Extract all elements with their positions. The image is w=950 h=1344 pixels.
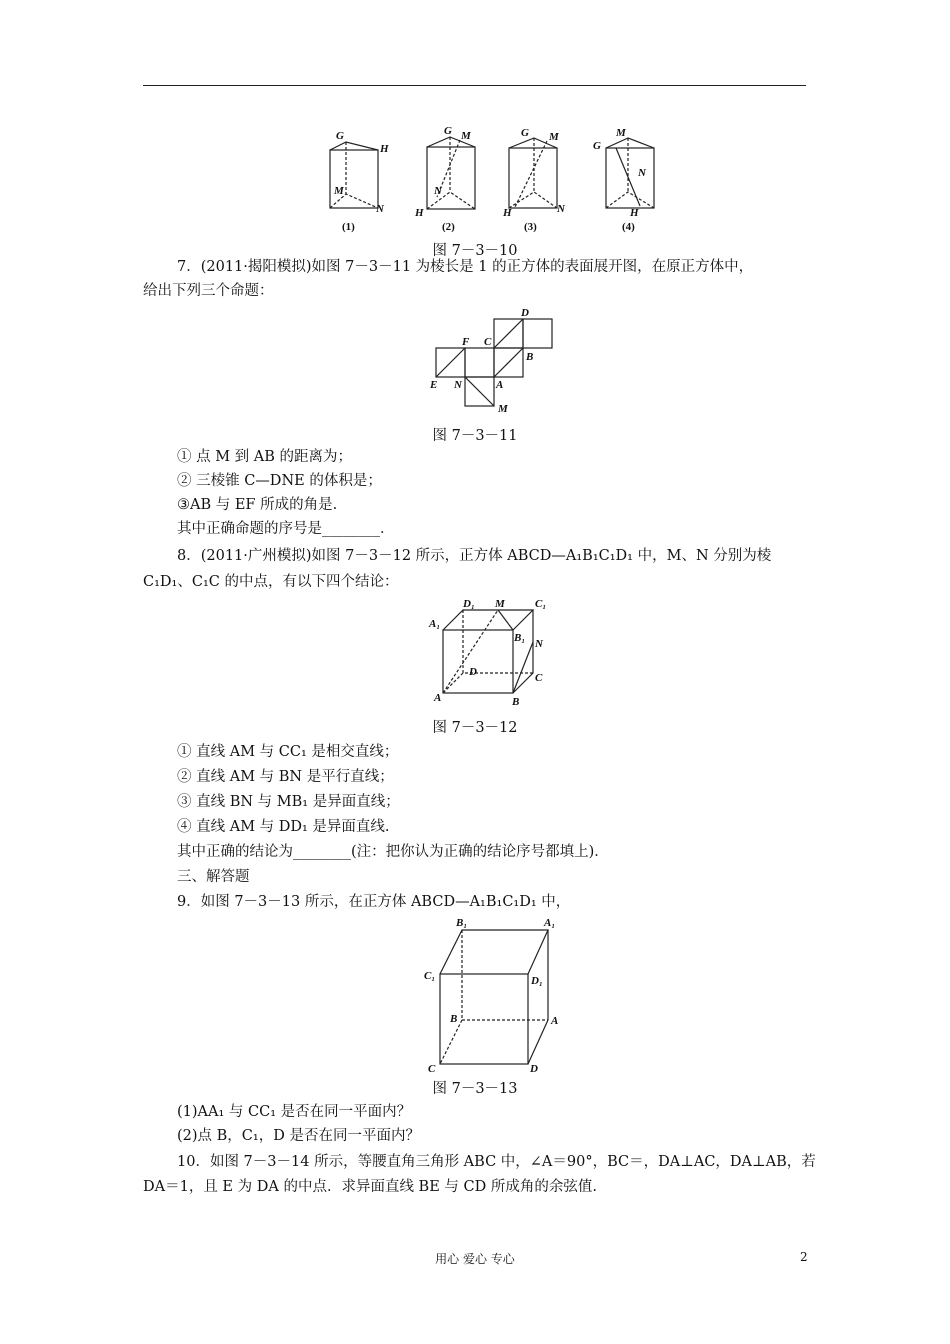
fig12-label: M [495, 598, 505, 610]
figure-caption: 图 7－3－13 [432, 1081, 518, 1097]
q10-line1: 10．如图 7－3－14 所示，等腰直角三角形 ABC 中，∠A＝90°，BC＝，DA⊥AC，DA⊥AB，若 [177, 1154, 816, 1170]
fig12-label: C [535, 672, 543, 684]
fig11-label: E [430, 379, 438, 391]
figure-7-3-12-diagram [425, 595, 555, 713]
q8-item2: ② 直线 AM 与 BN 是平行直线； [177, 769, 394, 785]
page-number: 2 [800, 1250, 808, 1264]
fig11-label: A [496, 379, 504, 391]
q10-line2: DA＝1，且 E 为 DA 的中点．求异面直线 BE 与 CD 所成角的余弦值. [143, 1179, 597, 1195]
section-heading: 三、解答题 [177, 869, 250, 885]
fig10-label: N [376, 203, 384, 215]
q7-item2: ② 三棱锥 C—DNE 的体积是； [177, 473, 382, 489]
q8-item1: ① 直线 AM 与 CC₁ 是相交直线； [177, 744, 399, 760]
figure-7-3-13-diagram [420, 914, 570, 1079]
fig13-label: A [551, 1015, 559, 1027]
q8-ask: 其中正确的结论为________(注：把你认为正确的结论序号都填上)． [177, 844, 609, 860]
q9-sub1: (1)AA₁ 与 CC₁ 是否在同一平面内？ [177, 1104, 412, 1120]
fig10-panel-number: (3) [524, 221, 537, 233]
fig11-label: D [521, 307, 529, 319]
fig10-label: H [380, 143, 389, 155]
header-rule [143, 85, 806, 86]
fig10-panel-number: (4) [622, 221, 635, 233]
page-footer: 用心 爱心 专心 [435, 1252, 515, 1266]
fig10-label: G [521, 127, 529, 139]
fig10-label: G [593, 140, 601, 152]
fig10-label: H [503, 207, 512, 219]
fig10-panel-number: (1) [342, 221, 355, 233]
fig10-label: G [336, 130, 344, 142]
fig13-label: D [530, 1063, 538, 1075]
fig11-label: F [462, 336, 470, 348]
fig12-label: D [469, 666, 477, 678]
q9-line1: 9．如图 7－3－13 所示，在正方体 ABCD—A₁B₁C₁D₁ 中， [177, 894, 571, 910]
figure-7-3-10 [320, 122, 670, 237]
fig10-label: H [415, 207, 424, 219]
fig13-label: D₁ [531, 975, 543, 987]
q7-item3: ③AB 与 EF 所成的角是. [177, 497, 338, 513]
fig13-label: B [450, 1013, 458, 1025]
q8-line1: 8．(2011·广州模拟)如图 7－3－12 所示，正方体 ABCD—A₁B₁C₁D₁ 中，M、N 分别为棱 [177, 548, 772, 564]
fig12-label: A [434, 692, 442, 704]
q8-line2: C₁D₁、C₁C 的中点，有以下四个结论： [143, 574, 399, 590]
figure-7-3-11-diagram [420, 302, 570, 422]
fig13-label: C₁ [424, 970, 436, 982]
fig10-label: M [549, 131, 559, 143]
fig10-label: N [434, 185, 442, 197]
q7-line1: 7．(2011·揭阳模拟)如图 7－3－11 为棱长是 1 的正方体的表面展开图，在原正方体中， [177, 259, 754, 275]
q7-item1: ① 点 M 到 AB 的距离为； [177, 449, 353, 465]
figure-caption: 图 7－3－11 [432, 428, 518, 444]
fig11-label: M [498, 403, 508, 415]
fig12-label: N [535, 638, 543, 650]
fig11-label: C [484, 336, 492, 348]
fig10-label: H [630, 207, 639, 219]
fig10-label: N [638, 167, 646, 179]
fig12-label: B [512, 696, 520, 708]
fig12-label: B₁ [514, 632, 526, 644]
fig12-label: A₁ [429, 618, 441, 630]
figure-caption: 图 7－3－10 [432, 243, 518, 259]
fig12-label: D₁ [463, 598, 475, 610]
fig13-label: C [428, 1063, 436, 1075]
q8-item4: ④ 直线 AM 与 DD₁ 是异面直线. [177, 819, 390, 835]
q7-line2: 给出下列三个命题： [143, 283, 274, 299]
fig10-panel-number: (2) [442, 221, 455, 233]
fig10-label: M [616, 127, 626, 139]
q7-ask: 其中正确命题的序号是________． [177, 521, 395, 537]
q8-item3: ③ 直线 BN 与 MB₁ 是异面直线； [177, 794, 400, 810]
fig13-label: A₁ [544, 917, 556, 929]
figure-7-3-10-diagram [320, 122, 670, 237]
figure-7-3-12 [425, 595, 555, 713]
fig11-label: N [454, 379, 462, 391]
q9-sub2: (2)点 B，C₁，D 是否在同一平面内？ [177, 1128, 420, 1144]
fig13-label: B₁ [456, 917, 468, 929]
fig10-label: M [334, 185, 344, 197]
figure-caption: 图 7－3－12 [432, 720, 518, 736]
fig12-label: C₁ [535, 598, 547, 610]
fig11-label: B [526, 351, 534, 363]
fig10-label: M [461, 130, 471, 142]
fig10-label: G [444, 125, 452, 137]
figure-7-3-13 [420, 914, 570, 1079]
figure-7-3-11 [420, 302, 570, 422]
fig10-label: N [557, 203, 565, 215]
